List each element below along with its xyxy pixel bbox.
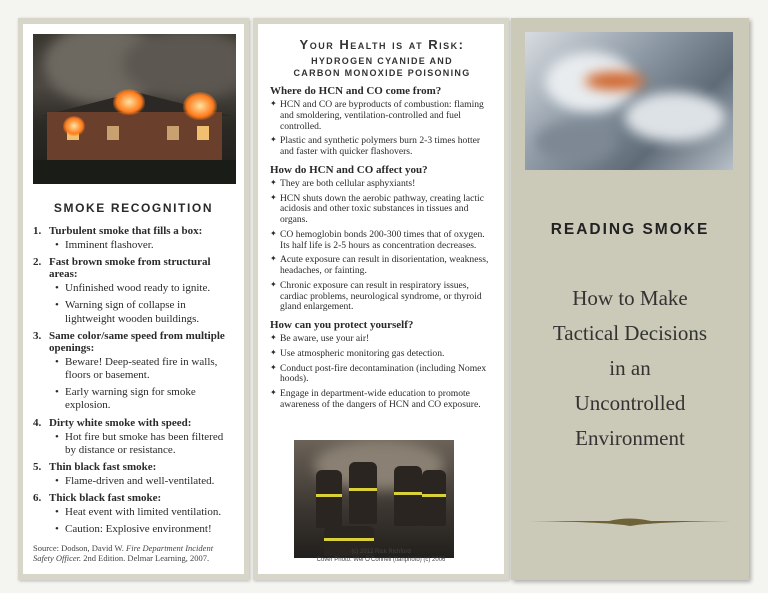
- credit-line-2: Cover Photo: Wei O'Connell (tianphoto) (c) 2006: [316, 556, 446, 563]
- recognition-heading: [33, 417, 234, 429]
- firefighter: [422, 470, 446, 526]
- smoke-recognition-list: [33, 225, 234, 536]
- section-question: How do HCN and CO affect you?: [270, 163, 428, 176]
- recognition-heading-text: Thick black fast smoke:: [49, 492, 162, 505]
- section-bullets: [270, 334, 494, 410]
- recognition-number: 1.: [33, 225, 42, 237]
- recognition-heading-text: Turbulent smoke that fills a box:: [49, 225, 203, 237]
- cover-subtitle-line: in an: [609, 356, 651, 380]
- recognition-item: [33, 461, 234, 488]
- flame-streak: [585, 72, 645, 90]
- source-suffix: 2nd Edition. Delmar Learning, 2007.: [81, 553, 210, 564]
- section-bullet: ✦ HCN shuts down the aerobic pathway, creating lactic acidosis and other toxic substances in tissues and organs.: [270, 194, 494, 226]
- cover-subtitle-line: Environment: [575, 426, 685, 450]
- recognition-details: [55, 356, 234, 413]
- house-window: [197, 126, 209, 140]
- section-bullet: ✦ Acute exposure can result in disorientation, weakness, headaches, or fainting.: [270, 255, 494, 276]
- smoke-recognition-title: SMOKE RECOGNITION: [53, 201, 214, 215]
- cover-subtitle-line: Uncontrolled: [574, 391, 686, 415]
- smoke-wisp: [535, 122, 615, 162]
- reflective-stripe: [349, 488, 377, 491]
- recognition-detail: • Warning sign of collapse in lightweight wooden buildings.: [55, 299, 234, 325]
- flame: [183, 92, 217, 120]
- smoke-recognition-content: [23, 24, 244, 574]
- recognition-detail: • Caution: Explosive environment!: [55, 523, 234, 536]
- health-sections: [270, 85, 494, 410]
- recognition-detail: • Hot fire but smoke has been filtered by distance or resistance.: [55, 431, 234, 457]
- recognition-detail: • Flame-driven and well-ventilated.: [55, 475, 234, 488]
- health-risk-panel: [253, 18, 509, 580]
- source-citation: [33, 543, 223, 564]
- source-prefix: Source: Dodson, David W.: [33, 542, 127, 553]
- recognition-details: [55, 431, 234, 457]
- section-bullet: ✦ Plastic and synthetic polymers burn 2-3 times hotter and faster with quicker flashovers.: [270, 136, 494, 157]
- reflective-stripe: [394, 492, 422, 495]
- recognition-details: [55, 282, 234, 326]
- recognition-details: [55, 506, 234, 536]
- section-bullet: ✦ Engage in department-wide education to promote awareness of the dangers of HCN and CO exposure.: [270, 389, 494, 410]
- recognition-number: 6.: [33, 492, 42, 505]
- recognition-heading: [33, 225, 234, 237]
- recognition-item: [33, 330, 234, 413]
- section-bullet: ✦ Conduct post-fire decontamination (including Nomex hoods).: [270, 364, 494, 385]
- recognition-detail: • Beware! Deep-seated fire in walls, floors or basement.: [55, 356, 234, 382]
- firefighter: [349, 462, 377, 524]
- section-bullet: ✦ Use atmospheric monitoring gas detection.: [270, 349, 494, 360]
- lawn: [33, 160, 236, 184]
- recognition-detail: • Imminent flashover.: [55, 239, 234, 252]
- firefighter: [316, 470, 342, 528]
- house-fire-photo: [33, 34, 236, 184]
- cover-subtitle: [525, 281, 735, 456]
- cover-panel: [511, 18, 749, 580]
- smoke-recognition-panel: [18, 18, 249, 580]
- subheading-line-1: HYDROGEN CYANIDE AND: [311, 56, 453, 66]
- cover-subtitle-line: Tactical Decisions: [552, 321, 708, 345]
- recognition-number: 5.: [33, 460, 42, 473]
- credit-line-1: (c) 2012 Rick Richford: [351, 548, 411, 555]
- reflective-stripe: [316, 494, 342, 497]
- subheading-line-2: CARBON MONOXIDE POISONING: [293, 68, 471, 79]
- flame: [63, 116, 85, 136]
- smoke-photo: [525, 32, 733, 170]
- reflective-stripe: [422, 494, 446, 497]
- section-bullet: ✦ CO hemoglobin bonds 200-300 times that of oxygen. Its half life is 2-5 hours as concentration decreases.: [270, 230, 494, 251]
- recognition-number: 2.: [33, 256, 42, 269]
- section-question: How can you protect yourself?: [270, 319, 414, 332]
- recognition-item: [33, 225, 234, 252]
- recognition-heading: [33, 461, 234, 473]
- recognition-heading: [33, 256, 234, 280]
- health-risk-heading: Your Health is at Risk:: [299, 37, 465, 52]
- cover-title: READING SMOKE: [550, 221, 710, 238]
- firefighters-photo: [294, 440, 454, 558]
- recognition-item: [33, 256, 234, 326]
- recognition-heading-text: Fast brown smoke from structural areas:: [49, 256, 211, 281]
- health-risk-content: [258, 24, 504, 574]
- section-bullet: ✦ They are both cellular asphyxiants!: [270, 179, 494, 190]
- firefighter: [394, 466, 422, 526]
- photo-credit: [258, 548, 504, 564]
- ornamental-divider: [529, 516, 731, 526]
- recognition-heading: [33, 492, 234, 504]
- section-question: Where do HCN and CO come from?: [270, 85, 442, 98]
- recognition-detail: • Unfinished wood ready to ignite.: [55, 282, 234, 295]
- house-window: [107, 126, 119, 140]
- recognition-detail: • Early warning sign for smoke explosion.: [55, 386, 234, 412]
- poisoning-subheading: [270, 55, 494, 79]
- reflective-stripe: [324, 538, 374, 541]
- recognition-item: [33, 492, 234, 536]
- recognition-number: 4.: [33, 416, 42, 429]
- source-title: Fire Department Incident Safety Officer.: [33, 542, 214, 564]
- section-bullet: ✦ Be aware, use your air!: [270, 334, 494, 345]
- smoke-wisp: [625, 92, 725, 142]
- recognition-details: [55, 475, 234, 488]
- recognition-item: [33, 417, 234, 457]
- recognition-number: 3.: [33, 329, 42, 342]
- section-bullets: [270, 179, 494, 313]
- cover-subtitle-line: How to Make: [572, 286, 688, 310]
- recognition-heading: [33, 330, 234, 354]
- section-bullets: [270, 100, 494, 158]
- recognition-heading-text: Dirty white smoke with speed:: [49, 416, 192, 429]
- section-bullet: ✦ Chronic exposure can result in respiratory issues, cardiac problems, neurological syndrome, or thyroid gland enlargement.: [270, 281, 494, 313]
- recognition-detail: • Heat event with limited ventilation.: [55, 506, 234, 519]
- recognition-heading-text: Thin black fast smoke:: [49, 460, 157, 473]
- flame: [113, 89, 145, 115]
- recognition-details: [55, 239, 234, 252]
- section-bullet: ✦ HCN and CO are byproducts of combustion: flaming and smoldering, ventilation-controlled and fuel controlled.: [270, 100, 494, 132]
- recognition-heading-text: Same color/same speed from multiple openings:: [49, 329, 225, 354]
- house-window: [167, 126, 179, 140]
